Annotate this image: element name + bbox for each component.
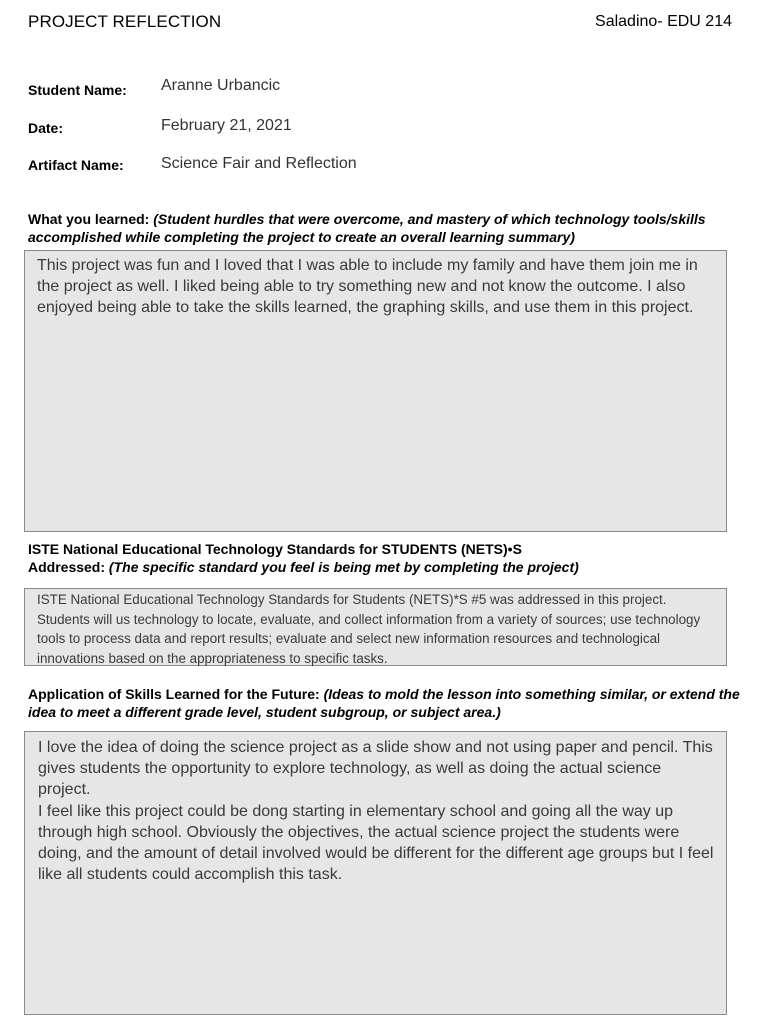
future-title: Application of Skills Learned for the Future: (28, 686, 320, 702)
future-text-box[interactable] (24, 731, 727, 1015)
date-label: Date: (28, 120, 64, 136)
course-label: Saladino- EDU 214 (595, 13, 732, 30)
learned-subtitle: (Student hurdles that were overcome, and mastery of which technology tools/skills accomplished while completing the project to create an overall learning summary) (28, 211, 706, 245)
standards-addressed-label: Addressed: (28, 559, 106, 575)
artifact-name-value: Science Fair and Reflection (161, 155, 357, 172)
standards-subtitle: (The specific standard you feel is being met by completing the project) (108, 559, 579, 575)
future-heading (28, 685, 744, 721)
student-name-value: Aranne Urbancic (161, 77, 281, 94)
standards-body: ISTE National Educational Technology Standards for Students (NETS)*S #5 was addressed in this project. Students will us technology to locate, evaluate, and collect information from a variety of sources; use technology tools to process data and report results; evaluate and select new information resources and technological innovations based on the appropriateness to specific tasks. (37, 592, 701, 666)
standards-text-box[interactable] (24, 588, 727, 666)
learned-body: This project was fun and I loved that I was able to include my family and have them join me in the project as well. I liked being able to try something new and not know the outcome. I also enjoyed being able to take the skills learned, the graphing skills, and use them in this project. (37, 257, 698, 316)
student-name-label: Student Name: (28, 82, 127, 98)
learned-heading (28, 210, 740, 246)
learned-text-box[interactable] (24, 250, 727, 532)
learned-title: What you learned: (28, 211, 150, 227)
future-body: I love the idea of doing the science project as a slide show and not using paper and pencil. This gives students the opportunity to explore technology, as well as doing the actual science project. I feel like this project could be dong starting in elementary school and going all the way up through high school. Obviously the objectives, the actual science project the students were doing, and the amount of detail involved would be different for the different age groups but I feel like all students could accomplish this task. (38, 739, 714, 884)
standards-title: ISTE National Educational Technology Standards for STUDENTS (NETS)•S (28, 541, 522, 557)
artifact-name-label: Artifact Name: (28, 157, 124, 173)
document-title: PROJECT REFLECTION (28, 12, 222, 31)
future-subtitle: (Ideas to mold the lesson into something similar, or extend the idea to meet a different grade level, student subgroup, or subject area.) (28, 686, 740, 720)
date-value: February 21, 2021 (161, 117, 292, 134)
standards-heading (28, 540, 740, 576)
